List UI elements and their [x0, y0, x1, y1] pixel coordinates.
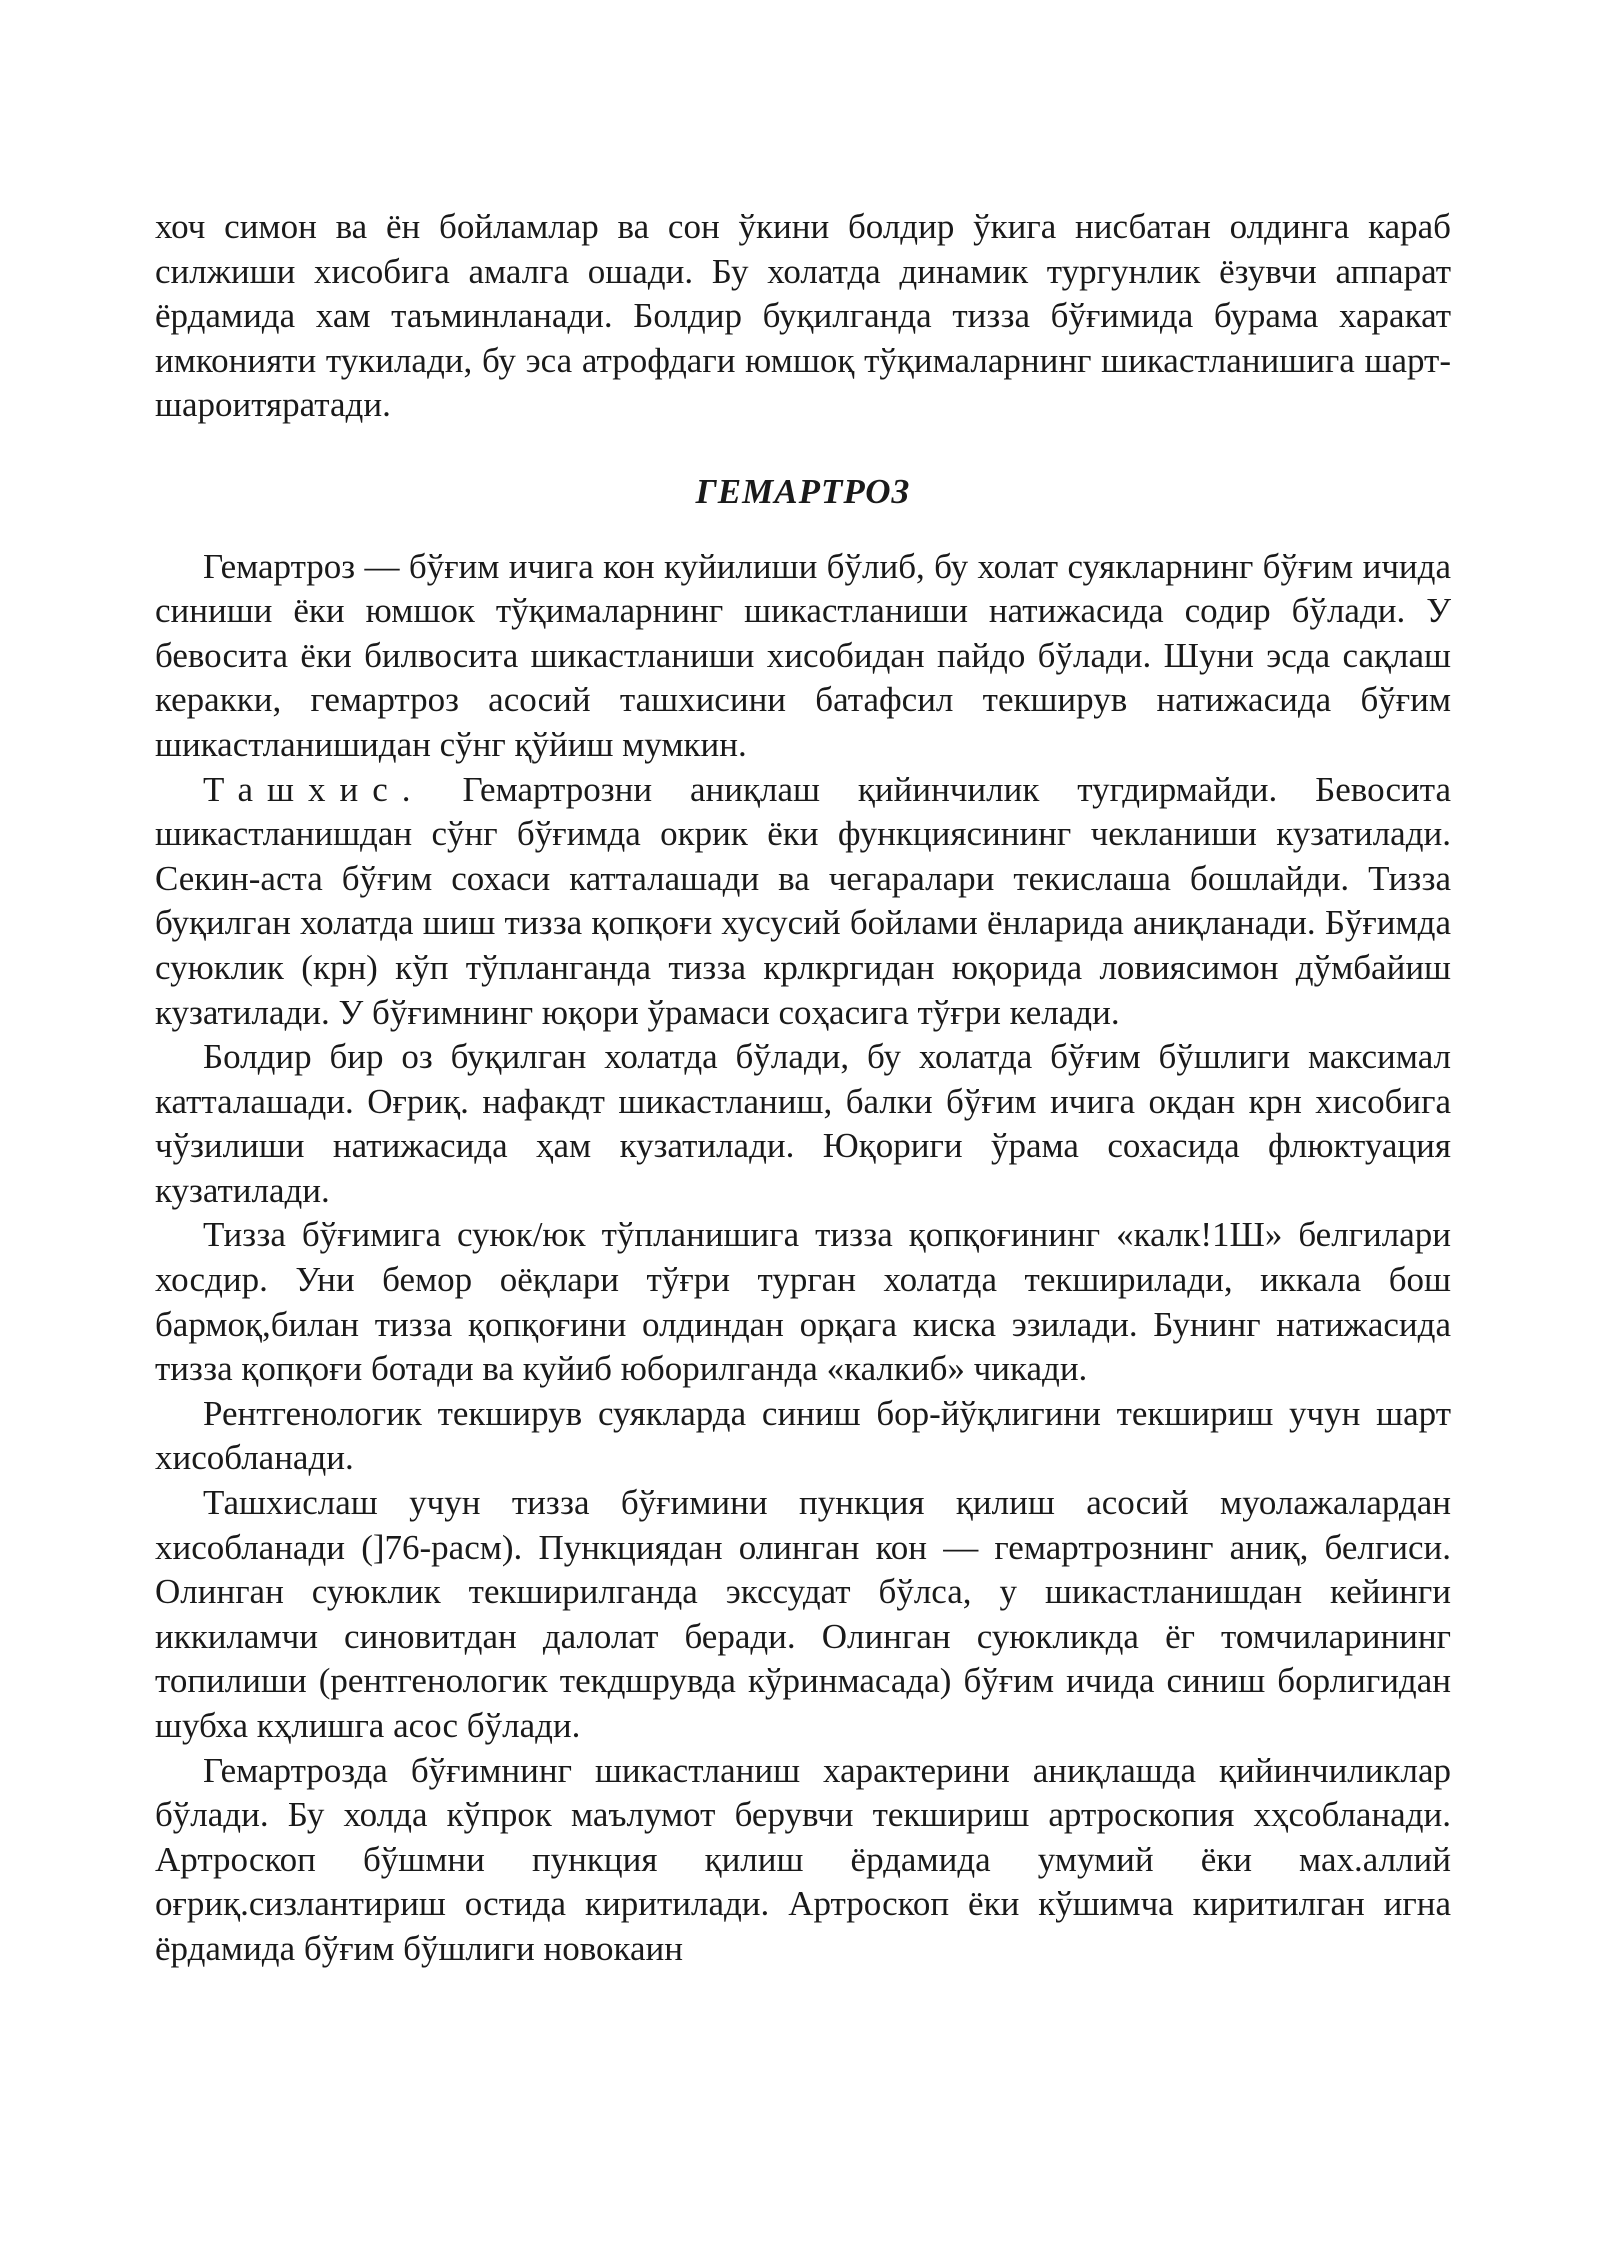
paragraph-definition: Гемартроз — бўғим ичига кон куйилиши бўлиб, бу холат суякларнинг бўғим ичида синиши ёки юмшок тўқималарнинг шикастланиши натижасида содир бўлади. У бевосита ёки билвосита шикастланиши хисобидан пайдо бўлади. Шуни эсда сақлаш керакки, гемартроз асосий ташхисини батафсил текширув натижасида бўғим шикастланишидан сўнг қўйиш мумкин. — [155, 546, 1451, 764]
paragraph-arthroscopy: Гемартрозда бўғимнинг шикастланиш характерини аниқлашда қийинчиликлар бўлади. Бу холда кўпрок маълумот берувчи текшириш артроскопия хҳсобланади. Артроскоп бўшмни пункция қилиш ёрдамида умумий ёки мах.аллий оғриқ.сизлантириш остида киритилади. Артроскоп ёки кўшимча киритилган игна ёрдамида бўғим бўшлиги новокаин — [155, 1750, 1451, 1968]
paragraph-diagnosis — [155, 768, 1451, 1036]
paragraph-puncture: Ташхислаш учун тизза бўғимини пункция қилиш асосий муолажалардан хисобланади (]76-расм). Пункциядан олинган кон — гемартрознинг аниқ, белгиси. Олинган суюклик текширилганда экссудат бўлса, у шикастланишдан кейинги иккиламчи синовитдан далолат беради. Олинган суюкликда ёг томчиларининг топилиши (рентгенологик текдшрувда кўринмасада) бўғим ичида синиш борлигидан шубха кҳлишга асос бўлади. — [155, 1483, 1451, 1745]
document-page — [155, 205, 1451, 1972]
intro-paragraph: хоч симон ва ён бойламлар ва сон ўкини болдир ўкига нисбатан олдинга караб силжиши хисобига амалга ошади. Бу холатда динамик тургунлик ёзувчи аппарат ёрдамида хам таъминланади. Болдир буқилганда тизза бўғимида бурама харакат имконияти тукилади, бу эса атрофдаги юмшоқ тўқималарнинг шикастланишига шарт-шароитяратади. — [155, 207, 1451, 425]
diagnosis-label: Ташхис. — [203, 769, 425, 809]
paragraph-flexed: Болдир бир оз буқилган холатда бўлади, бу холатда бўғим бўшлиги максимал катталашади. Оғриқ. нафакдт шикастланиш, балки бўғим ичига окдан крн хисобига чўзилиши натижасида ҳам кузатилади. Юқориги ўрама сохасида флюктуация кузатилади. — [155, 1037, 1451, 1210]
diagnosis-text: Гемартрозни аниқлаш қийинчилик тугдирмайди. Бевосита шикастланишдан сўнг бўғимда окрик ёки функциясининг чекланиши кузатилади. Секин-аста бўғим сохаси катталашади ва чегаралари текислаша бошлайди. Тизза буқилган холатда шиш тизза қопқоғи хусусий бойлами ёнларида аниқланади. Бўғимда суюклик (крн) кўп тўпланганда тизза крлкргидан юқорида ловиясимон дўмбайиш кузатилади. У бўғимнинг юқори ўрамаси соҳасига тўғри келади. — [155, 769, 1451, 1032]
section-heading: ГЕМАРТРОЗ — [695, 471, 911, 511]
paragraph-fluid: Тизза бўғимига суюк/юк тўпланишига тизза қопқоғининг «калк!1Ш» белгилари хосдир. Уни бемор оёқлари тўғри турган холатда текширилади, иккала бош бармоқ,билан тизза қопқоғини олдиндан орқага киска эзилади. Бунинг натижасида тизза қопқоғи ботади ва куйиб юборилганда «калкиб» чикади. — [155, 1215, 1451, 1389]
paragraph-xray: Рентгенологик текширув суякларда синиш бор-йўқлигини текшириш учун шарт хисобланади. — [155, 1393, 1451, 1478]
